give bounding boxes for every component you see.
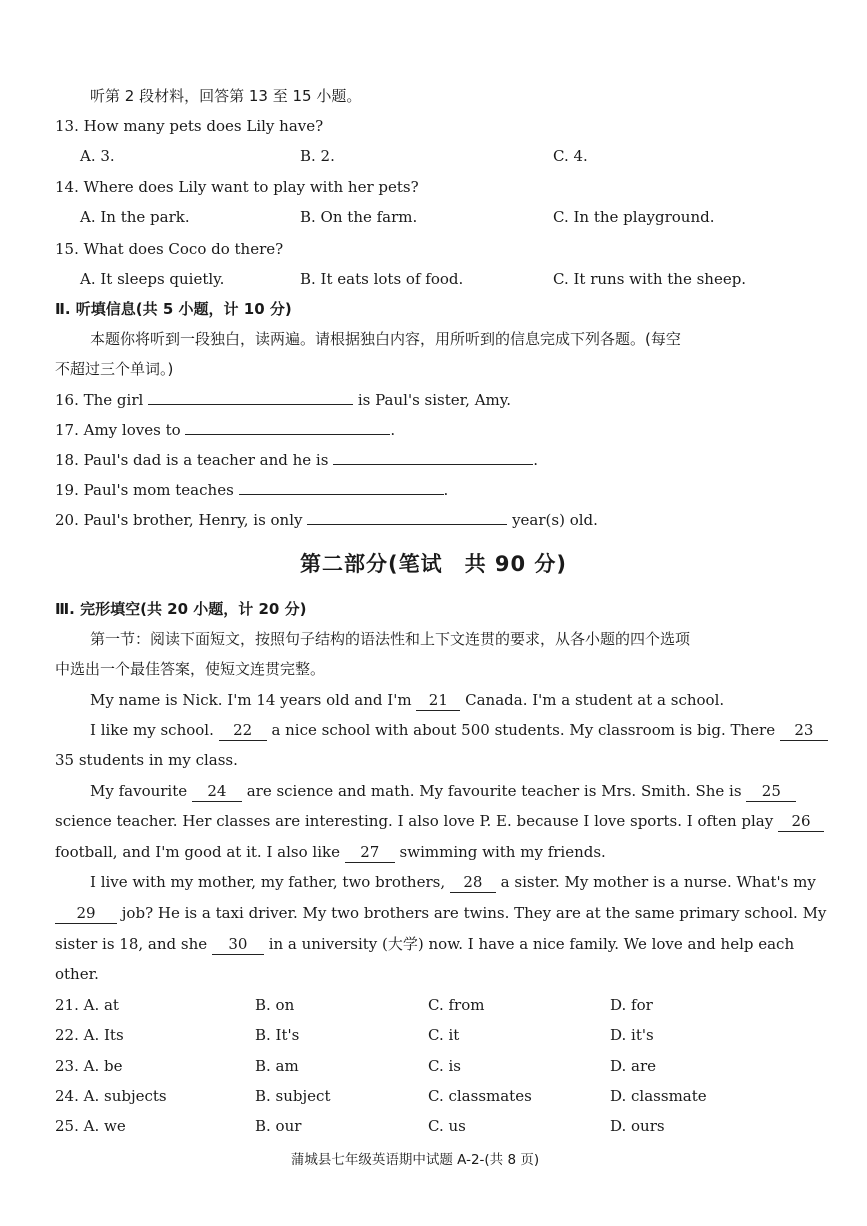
blank-23[interactable]: 23 [780,720,828,741]
part-2-title: 第二部分(笔试 共 90 分) [299,552,568,576]
item-18-blank[interactable] [333,450,533,465]
q21-option-b[interactable]: B. on [255,996,295,1014]
q21-option-c[interactable]: C. from [428,996,485,1014]
passage-line-3: 35 students in my class. [55,751,238,769]
q23-option-a[interactable]: 23. A. be [55,1057,123,1075]
blank-28[interactable]: 28 [450,872,496,893]
q15-option-b[interactable]: B. It eats lots of food. [300,270,464,288]
section-3-instruction-line2: 中选出一个最佳答案，使短文连贯完整。 [55,660,326,678]
q21-option-d[interactable]: D. for [610,996,653,1014]
passage-text: are science and math. My favourite teacher is Mrs. Smith. She is [246,782,742,800]
item-19-text-post: . [443,481,449,499]
blank-21[interactable]: 21 [416,690,460,711]
item-18 [55,450,538,470]
passage-line-9 [55,934,794,955]
blank-27[interactable]: 27 [345,842,395,863]
q23-option-b[interactable]: B. am [255,1057,299,1075]
item-17-text-pre: 17. Amy loves to [55,421,181,439]
section-2-heading: Ⅱ. 听填信息(共 5 小题，计 10 分) [55,300,292,318]
page-footer: 蒲城县七年级英语期中试题 A-2-(共 8 页) [290,1152,540,1168]
q24-option-b[interactable]: B. subject [255,1087,331,1105]
passage-text: swimming with my friends. [399,843,606,861]
blank-22[interactable]: 22 [219,720,267,741]
q21-option-a[interactable]: 21. A. at [55,996,119,1014]
item-19-text-pre: 19. Paul's mom teaches [55,481,234,499]
item-20-blank[interactable] [307,510,507,525]
item-19 [55,480,448,500]
passage-text: sister is 18, and she [55,935,208,953]
item-16-text-post: is Paul's sister, Amy. [357,391,512,409]
section-2-instruction-line2: 不超过三个单词。) [55,360,174,378]
q13-option-a[interactable]: A. 3. [80,147,115,165]
passage-text: I like my school. [90,721,214,739]
item-17-text-post: . [390,421,396,439]
passage-line-7 [90,872,816,893]
passage-text: My favourite [90,782,188,800]
q14-option-a[interactable]: A. In the park. [80,208,190,226]
passage-line-6 [55,842,606,863]
q23-option-d[interactable]: D. are [610,1057,657,1075]
q24-option-d[interactable]: D. classmate [610,1087,707,1105]
passage-line-1 [90,690,724,711]
q14-option-c[interactable]: C. In the playground. [553,208,715,226]
passage-line-8 [55,903,826,924]
passage-text: I live with my mother, my father, two brothers, [90,873,446,891]
item-18-text-post: . [533,451,538,469]
item-16 [55,390,511,410]
blank-26[interactable]: 26 [778,811,824,832]
q23-option-c[interactable]: C. is [428,1057,461,1075]
q22-option-a[interactable]: 22. A. Its [55,1026,124,1044]
q15-option-c[interactable]: C. It runs with the sheep. [553,270,747,288]
item-20-text-post: year(s) old. [512,511,598,529]
q24-option-c[interactable]: C. classmates [428,1087,532,1105]
blank-29[interactable]: 29 [55,903,117,924]
q22-option-c[interactable]: C. it [428,1026,460,1044]
item-16-text-pre: 16. The girl [55,391,144,409]
passage-text: a sister. My mother is a nurse. What's my [500,873,816,891]
item-20-text-pre: 20. Paul's brother, Henry, is only [55,511,303,529]
q14-option-b[interactable]: B. On the farm. [300,208,418,226]
item-18-text-pre: 18. Paul's dad is a teacher and he is [55,451,329,469]
item-17 [55,420,395,440]
item-20 [55,510,598,530]
passage-text: football, and I'm good at it. I also like [55,843,340,861]
item-17-blank[interactable] [185,420,390,435]
blank-24[interactable]: 24 [192,781,242,802]
blank-25[interactable]: 25 [746,781,796,802]
question-15-stem: 15. What does Coco do there? [55,240,284,258]
q25-option-b[interactable]: B. our [255,1117,302,1135]
q24-option-a[interactable]: 24. A. subjects [55,1087,167,1105]
q13-option-b[interactable]: B. 2. [300,147,335,165]
question-14-stem: 14. Where does Lily want to play with her pets? [55,178,419,196]
passage-line-4 [90,781,796,802]
blank-30[interactable]: 30 [212,934,264,955]
passage-text: Canada. I'm a student at a school. [465,691,725,709]
section-2-instruction-line1: 本题你将听到一段独白，读两遍。请根据独白内容，用所听到的信息完成下列各题。(每空 [90,330,681,348]
q13-option-c[interactable]: C. 4. [553,147,588,165]
passage-line-2 [90,720,828,741]
question-13-stem: 13. How many pets does Lily have? [55,117,324,135]
item-19-blank[interactable] [239,480,444,495]
passage-text: a nice school with about 500 students. My classroom is big. There [271,721,776,739]
passage-text: My name is Nick. I'm 14 years old and I'm [90,691,412,709]
q25-option-d[interactable]: D. ours [610,1117,665,1135]
q15-option-a[interactable]: A. It sleeps quietly. [80,270,225,288]
passage-text: in a university (大学) now. I have a nice family. We love and help each [268,935,795,953]
material-2-instruction: 听第 2 段材料，回答第 13 至 15 小题。 [90,87,362,105]
q22-option-d[interactable]: D. it's [610,1026,654,1044]
section-3-instruction-line1: 第一节：阅读下面短文，按照句子结构的语法性和上下文连贯的要求，从各小题的四个选项 [90,630,691,648]
passage-line-10: other. [55,965,99,983]
q25-option-a[interactable]: 25. A. we [55,1117,126,1135]
q25-option-c[interactable]: C. us [428,1117,466,1135]
passage-text: science teacher. Her classes are interesting. I also love P. E. because I love sports. I often play [55,812,774,830]
item-16-blank[interactable] [148,390,353,405]
passage-text: job? He is a taxi driver. My two brothers are twins. They are at the same primary school. My [121,904,827,922]
passage-line-5 [55,811,824,832]
section-3-heading: Ⅲ. 完形填空(共 20 小题，计 20 分) [55,600,307,618]
q22-option-b[interactable]: B. It's [255,1026,300,1044]
